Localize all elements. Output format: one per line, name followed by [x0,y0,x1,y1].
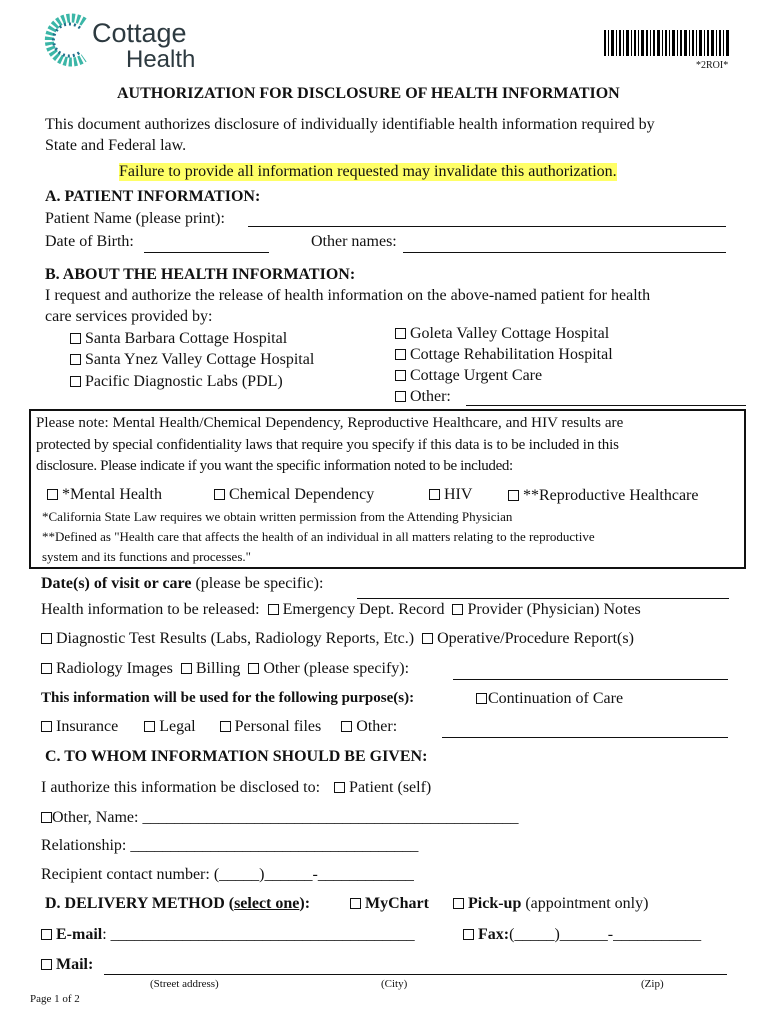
checkbox[interactable] [70,376,81,387]
other-info-field[interactable] [453,679,728,680]
checkbox[interactable] [214,489,225,500]
checkbox[interactable] [429,489,440,500]
footnote-2b: system and its functions and processes." [42,549,251,564]
dob-label: Date of Birth: [45,233,134,250]
delivery-email[interactable]: E-mail: ______________________________________ [41,926,415,944]
checkbox[interactable] [41,959,52,970]
checkbox[interactable] [395,328,406,339]
other-names-field[interactable] [403,252,726,253]
option-reproductive-healthcare[interactable]: **Reproductive Healthcare [508,487,698,505]
patient-name-field[interactable] [248,226,726,227]
logo-text-cottage: Cottage [92,18,187,48]
delivery-pickup[interactable]: Pick-up (appointment only) [453,895,648,913]
delivery-mail[interactable]: Mail: [41,956,93,974]
delivery-fax[interactable]: Fax:(_____)______-___________ [463,926,701,944]
facility-other[interactable]: Other: [395,388,451,406]
request-line-2: care services provided by: [45,308,213,325]
checkbox-patient-self[interactable] [334,782,345,793]
checkbox[interactable] [453,898,464,909]
footnote-2a: **Defined as "Health care that affects the health of an individual in all matters relating to the reproductive [42,529,595,544]
purpose-other-field[interactable] [442,737,728,738]
mail-address-field[interactable] [104,974,727,975]
released-row-2: Diagnostic Test Results (Labs, Radiology Reports, Etc.) Operative/Procedure Report(s) [41,630,634,648]
option-chemical-dependency[interactable]: Chemical Dependency [214,486,374,504]
checkbox-diagnostic[interactable] [41,633,52,644]
dob-field[interactable] [144,252,269,253]
logo-text-health: Health [126,46,196,73]
checkbox[interactable] [508,490,519,501]
facility-syvch[interactable]: Santa Ynez Valley Cottage Hospital [70,351,314,369]
other-name-row[interactable]: Other, Name: _______________________________________________ [41,809,518,827]
checkbox[interactable] [395,349,406,360]
checkbox[interactable] [47,489,58,500]
cottage-health-logo-icon [40,12,92,68]
warning-highlight: Failure to provide all information requested may invalidate this authorization. [119,163,617,180]
relationship-row[interactable]: Relationship: ____________________________________ [41,837,419,854]
facility-pdl[interactable]: Pacific Diagnostic Labs (PDL) [70,373,283,391]
facility-sbch[interactable]: Santa Barbara Cottage Hospital [70,330,287,348]
authorize-row: I authorize this information be disclosed to: Patient (self) [41,779,432,796]
recipient-contact-row[interactable]: Recipient contact number: (_____)______-____________ [41,866,414,883]
checkbox-billing[interactable] [181,663,192,674]
checkbox-other-info[interactable] [248,663,259,674]
purpose-continuation[interactable]: Continuation of Care [476,690,623,708]
purpose-label: This information will be used for the following purpose(s): [41,690,415,706]
released-row-1: Health information to be released: Emergency Dept. Record Provider (Physician) Notes [41,601,641,618]
notice-line-2: protected by special confidentiality laws that require you specify if this data is to be included in this [36,437,619,453]
section-c-heading: C. TO WHOM INFORMATION SHOULD BE GIVEN: [45,748,428,765]
section-d-heading: D. DELIVERY METHOD (select one): [45,895,311,912]
patient-name-label: Patient Name (please print): [45,210,225,227]
checkbox-operative[interactable] [422,633,433,644]
section-b-heading: B. ABOUT THE HEALTH INFORMATION: [45,266,356,283]
other-names-label: Other names: [311,233,397,250]
checkbox[interactable] [41,929,52,940]
option-hiv[interactable]: HIV [429,486,472,504]
facility-crh[interactable]: Cottage Rehabilitation Hospital [395,346,613,364]
checkbox-provider[interactable] [452,604,463,615]
delivery-mychart[interactable]: MyChart [350,895,429,913]
checkbox[interactable] [395,391,406,402]
street-address-caption: (Street address) [150,978,219,990]
checkbox-insurance[interactable] [41,721,52,732]
checkbox-personal[interactable] [220,721,231,732]
barcode [604,30,730,58]
zip-caption: (Zip) [641,978,664,990]
request-line-1: I request and authorize the release of health information on the above-named patient for health [45,287,651,304]
intro-line-2: State and Federal law. [45,137,187,154]
option-mental-health[interactable]: *Mental Health [47,486,162,504]
checkbox[interactable] [70,354,81,365]
facility-other-field[interactable] [466,405,746,406]
checkbox[interactable] [395,370,406,381]
checkbox-other-recipient[interactable] [41,812,52,823]
checkbox[interactable] [350,898,361,909]
purpose-row-2: Insurance Legal Personal files Other: [41,718,397,736]
visit-label: Date(s) of visit or care (please be specific): [41,575,324,592]
page-number: Page 1 of 2 [30,993,80,1005]
checkbox-purpose-other[interactable] [341,721,352,732]
facility-urgent-care[interactable]: Cottage Urgent Care [395,367,542,385]
checkbox-emergency[interactable] [268,604,279,615]
checkbox[interactable] [70,333,81,344]
visit-dates-field[interactable] [357,598,729,599]
checkbox[interactable] [476,693,487,704]
notice-line-3: disclosure. Please indicate if you want the specific information noted to be included: [36,458,513,474]
section-a-heading: A. PATIENT INFORMATION: [45,188,261,205]
checkbox[interactable] [463,929,474,940]
released-row-3: Radiology Images Billing Other (please specify): [41,660,409,678]
facility-gvch[interactable]: Goleta Valley Cottage Hospital [395,325,609,343]
document-title: AUTHORIZATION FOR DISCLOSURE OF HEALTH INFORMATION [117,85,620,102]
barcode-text: *2ROI* [696,60,729,71]
notice-line-1: Please note: Mental Health/Chemical Dependency, Reproductive Healthcare, and HIV results are [36,415,624,431]
city-caption: (City) [381,978,408,990]
footnote-1: *California State Law requires we obtain written permission from the Attending Physician [42,509,513,524]
checkbox-legal[interactable] [144,721,155,732]
intro-line-1: This document authorizes disclosure of individually identifiable health information required by [45,116,655,133]
checkbox-radiology[interactable] [41,663,52,674]
